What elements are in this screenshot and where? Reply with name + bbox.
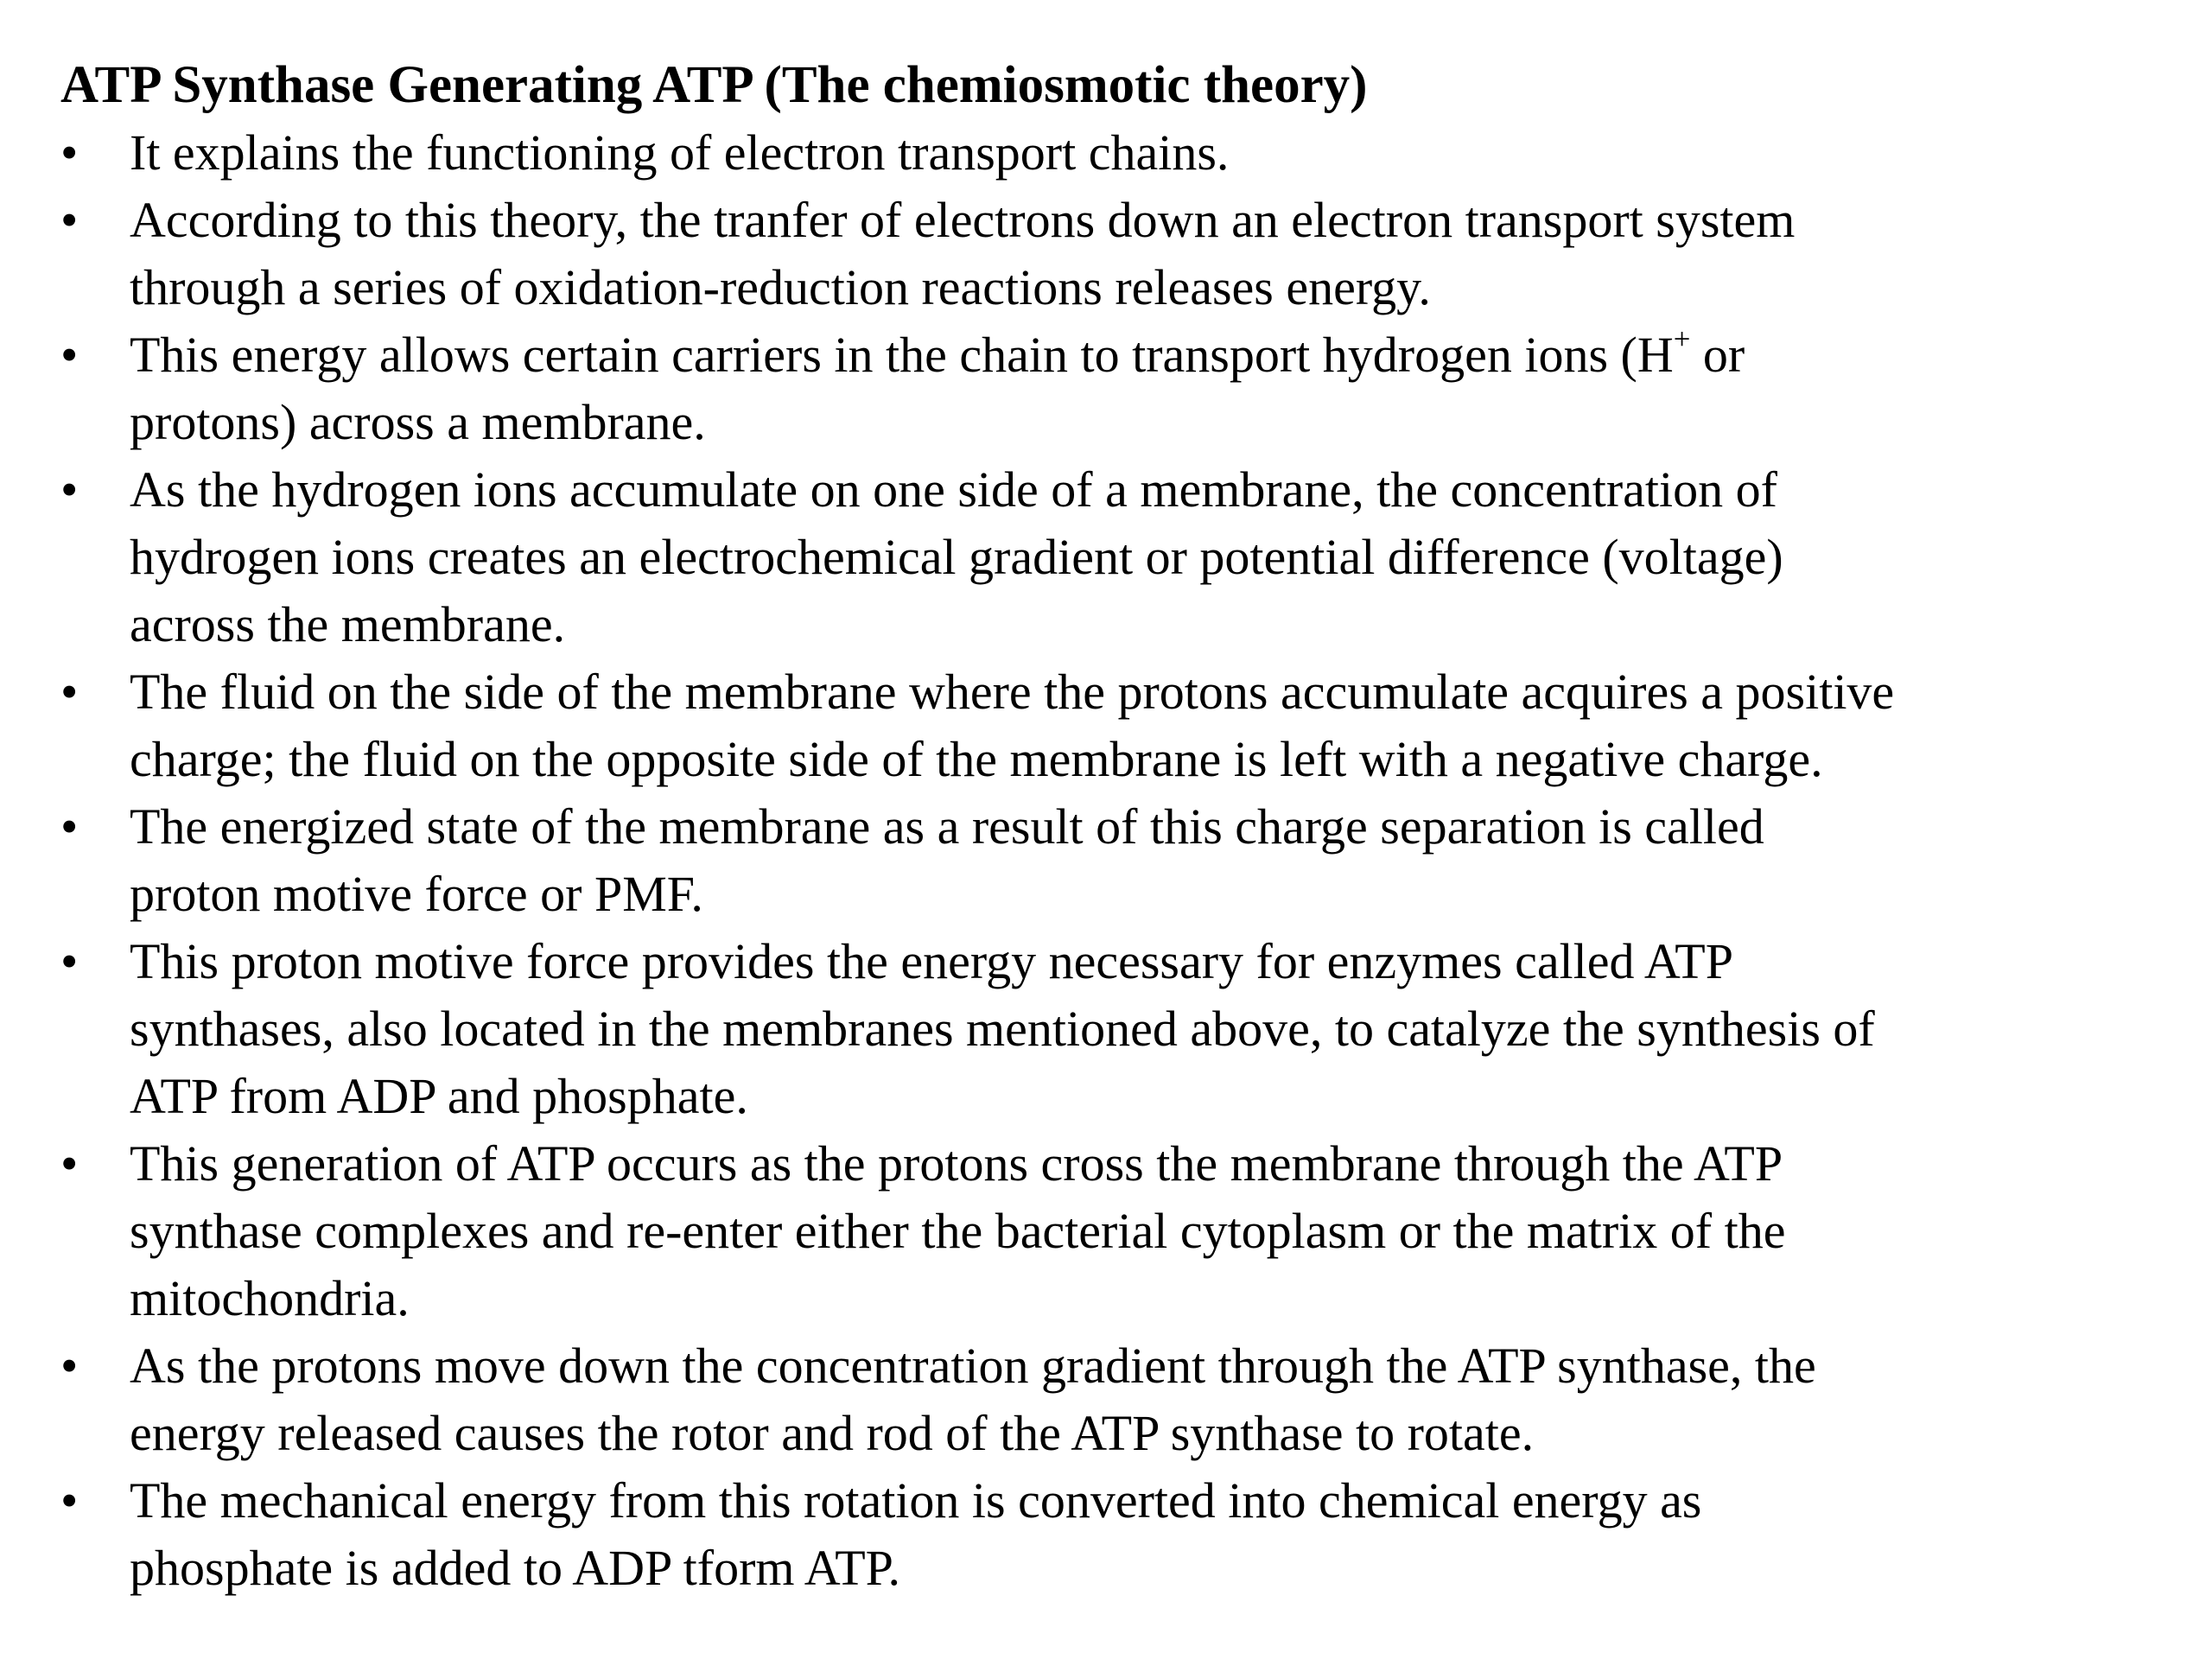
bullet-item bbox=[60, 1130, 2169, 1332]
bullet-icon: • bbox=[60, 1472, 79, 1529]
bullet-icon: • bbox=[60, 1338, 79, 1394]
bullet-text-line: synthase complexes and re-enter either the bacterial cytoplasm or the matrix of the bbox=[130, 1203, 1786, 1259]
bullet-text-line: through a series of oxidation-reduction reactions releases energy. bbox=[130, 259, 1431, 315]
bullet-text-line: charge; the fluid on the opposite side of the membrane is left with a negative charge. bbox=[130, 731, 1823, 787]
bullet-text-segment: This energy allows certain carriers in the chain to transport hydrogen ions (H bbox=[130, 327, 1674, 383]
bullet-text-line bbox=[130, 321, 2169, 389]
bullet-text-line: According to this theory, the tranfer of electrons down an electron transport system bbox=[130, 192, 1796, 248]
bullet-item bbox=[60, 658, 2169, 793]
bullet-icon: • bbox=[60, 933, 79, 989]
bullet-icon: • bbox=[60, 124, 79, 181]
bullet-text-line: This proton motive force provides the energy necessary for enzymes called ATP bbox=[130, 933, 1733, 989]
bullet-icon: • bbox=[60, 664, 79, 720]
bullet-item bbox=[60, 321, 2169, 456]
bullet-text-line: It explains the functioning of electron transport chains. bbox=[130, 124, 1230, 181]
bullet-text-line: energy released causes the rotor and rod of the ATP synthase to rotate. bbox=[130, 1405, 1535, 1461]
page-title: ATP Synthase Generating ATP (The chemiosmotic theory) bbox=[60, 56, 1368, 114]
superscript-plus: + bbox=[1673, 322, 1691, 357]
bullet-text-line: The fluid on the side of the membrane where the protons accumulate acquires a positive bbox=[130, 664, 1895, 720]
slide-content bbox=[60, 52, 2169, 1602]
bullet-text-line: As the hydrogen ions accumulate on one side of a membrane, the concentration of bbox=[130, 461, 1777, 518]
bullet-icon: • bbox=[60, 1135, 79, 1192]
bullet-icon: • bbox=[60, 327, 79, 383]
bullet-icon: • bbox=[60, 798, 79, 855]
bullet-text-line: synthases, also located in the membranes mentioned above, to catalyze the synthesis of bbox=[130, 1001, 1875, 1057]
bullet-item bbox=[60, 119, 2169, 187]
bullet-text-line: As the protons move down the concentration gradient through the ATP synthase, the bbox=[130, 1338, 1816, 1394]
bullet-text-line: phosphate is added to ADP tform ATP. bbox=[130, 1540, 901, 1596]
bullet-text-line: The energized state of the membrane as a result of this charge separation is called bbox=[130, 798, 1764, 855]
bullet-text-line: proton motive force or PMF. bbox=[130, 866, 703, 922]
bullet-text-segment: or bbox=[1690, 327, 1745, 383]
bullet-item bbox=[60, 928, 2169, 1130]
bullet-text-line: The mechanical energy from this rotation is converted into chemical energy as bbox=[130, 1472, 1702, 1529]
bullet-text-line: This generation of ATP occurs as the protons cross the membrane through the ATP bbox=[130, 1135, 1783, 1192]
bullet-item bbox=[60, 793, 2169, 928]
bullet-text-line: across the membrane. bbox=[130, 596, 566, 652]
bullet-text-line: ATP from ADP and phosphate. bbox=[130, 1068, 748, 1124]
bullet-text-line: hydrogen ions creates an electrochemical gradient or potential difference (voltage) bbox=[130, 529, 1783, 585]
bullet-item bbox=[60, 1467, 2169, 1602]
bullet-item bbox=[60, 456, 2169, 658]
bullet-icon: • bbox=[60, 461, 79, 518]
bullet-text-line: protons) across a membrane. bbox=[130, 394, 706, 450]
bullet-list bbox=[60, 119, 2169, 1602]
bullet-text-line: mitochondria. bbox=[130, 1270, 410, 1326]
bullet-item bbox=[60, 1332, 2169, 1467]
bullet-icon: • bbox=[60, 192, 79, 248]
bullet-item bbox=[60, 187, 2169, 321]
